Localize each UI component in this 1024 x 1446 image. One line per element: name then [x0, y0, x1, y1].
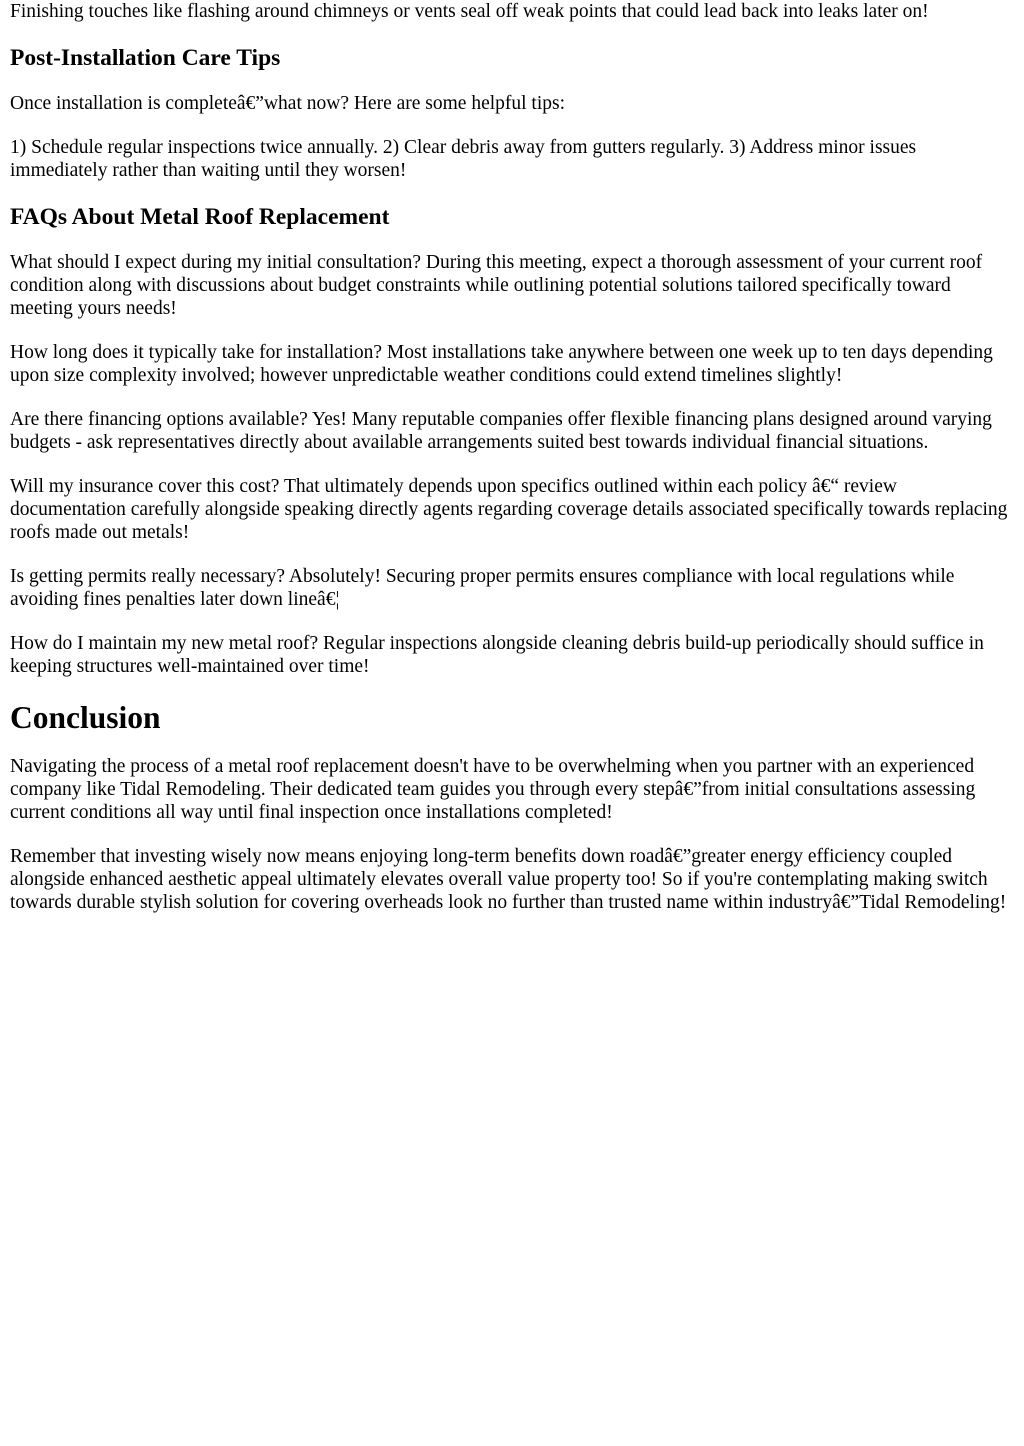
faq-item-maintenance: How do I maintain my new metal roof? Regular inspections alongside cleaning debris build-up periodically should suffice in keeping structures well-maintained over time! — [10, 633, 984, 677]
care-tips-intro: Once installation is completeâ€”what now? Here are some helpful tips: — [10, 93, 566, 114]
faq-item-consultation: What should I expect during my initial consultation? During this meeting, expect a thorough assessment of your current roof condition along with discussions about budget constraints while outlining potential solutions tailored specifically toward meeting yours needs! — [10, 252, 983, 319]
intro-paragraph: Finishing touches like flashing around chimneys or vents seal off weak points that could lead back into leaks later on! — [10, 1, 929, 22]
faq-item-insurance: Will my insurance cover this cost? That ultimately depends upon specifics outlined within each policy â€“ review documentation carefully alongside speaking directly agents regarding coverage details associated specifically towards replacing roofs made out metals! — [10, 476, 1008, 543]
care-tips-heading: Post-Installation Care Tips — [10, 45, 281, 71]
conclusion-paragraph-2: Remember that investing wisely now means enjoying long-term benefits down roadâ€”greater energy efficiency coupled alongside enhanced aesthetic appeal ultimately elevates overall value property too! So if you're contemplating making switch towards durable stylish solution for covering overheads look no further than trusted name within industryâ€”Tidal Remodeling! — [10, 846, 1007, 913]
faq-item-financing: Are there financing options available? Yes! Many reputable companies offer flexible financing plans designed around varying budgets - ask representatives directly about available arrangements suited best towards individual financial situations. — [10, 409, 992, 453]
faq-heading: FAQs About Metal Roof Replacement — [10, 204, 390, 230]
faq-item-permits: Is getting permits really necessary? Absolutely! Securing proper permits ensures compliance with local regulations while avoiding fines penalties later down lineâ€¦ — [10, 566, 955, 610]
conclusion-heading: Conclusion — [10, 700, 161, 735]
care-tips-list: 1) Schedule regular inspections twice annually. 2) Clear debris away from gutters regularly. 3) Address minor issues immediately rather than waiting until they worsen! — [10, 137, 917, 181]
faq-item-installation-time: How long does it typically take for installation? Most installations take anywhere between one week up to ten days depending upon size complexity involved; however unpredictable weather conditions could extend timelines slightly! — [10, 342, 993, 386]
conclusion-paragraph-1: Navigating the process of a metal roof replacement doesn't have to be overwhelming when you partner with an experienced company like Tidal Remodeling. Their dedicated team guides you through every stepâ€”from initial consultations assessing current conditions all way until final inspection once installations completed! — [10, 756, 976, 823]
